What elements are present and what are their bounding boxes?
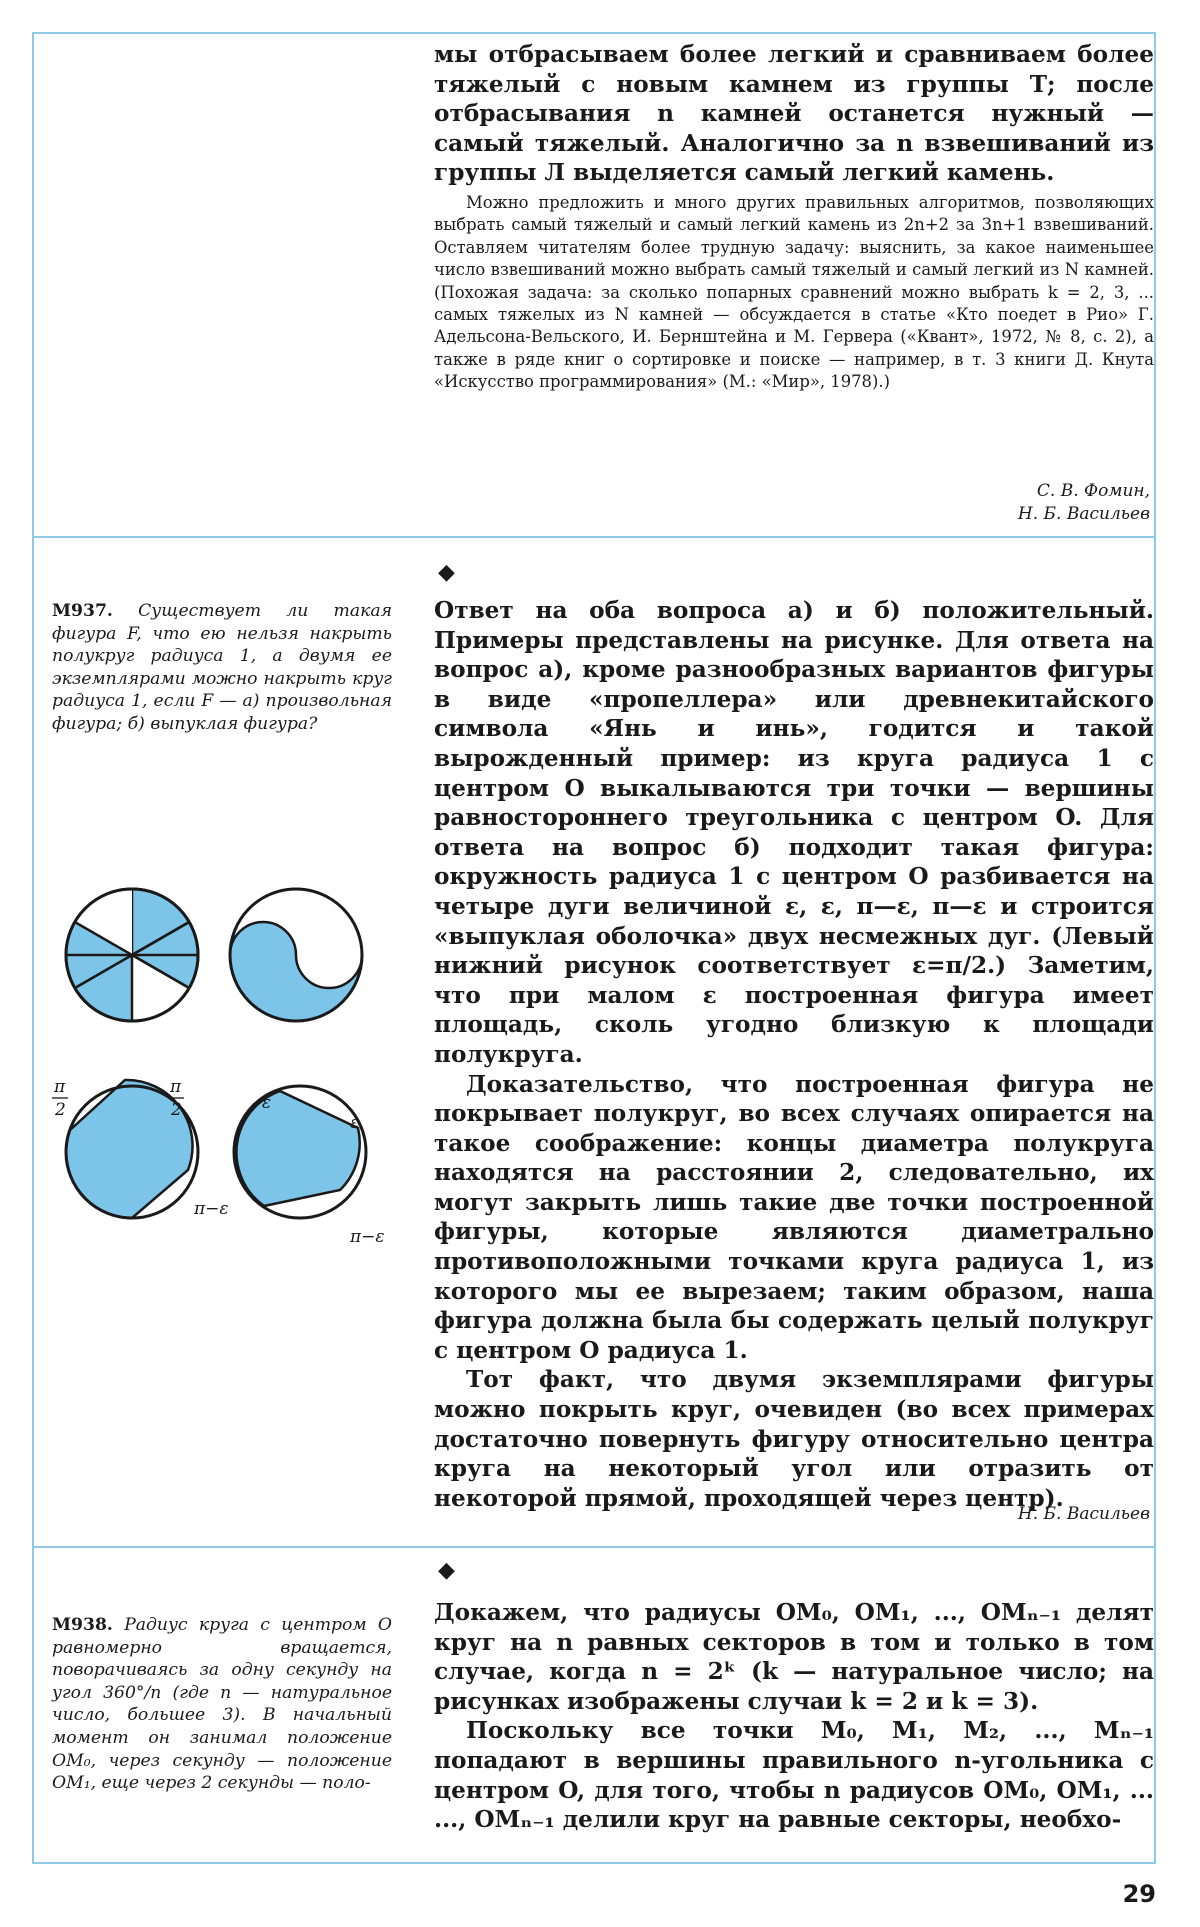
label-two-right: 2 <box>171 1100 182 1120</box>
m937-solution-p3: Тот факт, что двумя экземплярами фигуры можно покрыть круг, очевиден (во всех примерах достаточно повернуть фигуру относительно центра круга на некоторый угол или отразить от некоторой прямой, проходящей через центр). <box>434 1366 1154 1512</box>
section-divider-2 <box>34 1546 1154 1548</box>
label-pi-left: π <box>54 1077 66 1097</box>
label-pi-minus-eps-right: π−ε <box>350 1227 385 1247</box>
author-line: Н. Б. Васильев <box>1017 1504 1150 1524</box>
label-eps-right: ε <box>350 1113 360 1133</box>
problem-number: М938. <box>52 1615 113 1635</box>
problem-text: Радиус круга с центром O равномерно вращается, поворачиваясь за одну секунду на угол 360°/n (где n — натуральное число, большее 3). В начальный момент он занимал положение OM₀, через секунду — положение OM₁, еще через 2 секунды — поло- <box>52 1615 392 1794</box>
m938-solution-p2: Поскольку все точки M₀, M₁, M₂, ..., Mₙ₋₁ попадают в вершины правильного n-угольника с центром O, для того, чтобы n радиусов OM₀, OM₁, ... ..., OMₙ₋₁ делили круг на равные секторы, необхо- <box>434 1717 1154 1834</box>
label-eps-left: ε <box>262 1093 272 1113</box>
m938-solution-p1: Докажем, что радиусы OM₀, OM₁, ..., OMₙ₋₁ делят круг на n равных секторов в том и только в том случае, когда n = 2ᵏ (k — натуральное число; на рисунках изображены случаи k = 2 и k = 3). <box>434 1599 1154 1715</box>
label-pi-right: π <box>170 1077 182 1097</box>
m938-solution <box>434 1598 1154 1835</box>
m937-solution-p2: Доказательство, что построенная фигура не покрывает полукруг, во всех случаях опирается на такое соображение: концы диаметра полукруга находятся на расстоянии 2, следовательно, их могут закрыть лишь такие две точки построенной фигуры, которые являются диаметрально противоположными точками круга радиуса 1, из которого мы ее вырезаем; таким образом, наша фигура должна была бы содержать целый полукруг с центром O радиуса 1. <box>434 1070 1154 1364</box>
label-pi-minus-eps-left: π−ε <box>194 1199 229 1219</box>
propeller-figure <box>66 889 198 1021</box>
author-line-1: С. В. Фомин, <box>1036 481 1150 501</box>
m937-solution-p1: Ответ на оба вопроса а) и б) положительный. Примеры представлены на рисунке. Для ответа на вопрос а), кроме разнообразных вариантов фигуры в виде «пропеллера» или древнекитайского символа «Янь и инь», годится и такой вырожденный пример: из круга радиуса 1 с центром O выкалываются три точки — вершины равностороннего треугольника с центром O. Для ответа на вопрос б) подходит такая фигура: окружность радиуса 1 с центром O разбивается на четыре дуги величиной ε, ε, π—ε, π—ε и строится «выпуклая оболочка» двух несмежных дуг. (Левый нижний рисунок соответствует ε=π/2.) Заметим, что при малом ε построенная фигура имеет площадь, сколь угодно близкую к площади полукруга. <box>434 597 1154 1068</box>
author-block-1 <box>1018 480 1150 526</box>
continuation-text: мы отбрасываем более легкий и сравниваем более тяжелый с новым камнем из группы Т; после отбрасывания n камней останется нужный — самый тяжелый. Аналогично за n взвешиваний из группы Л выделяется самый легкий камень. <box>434 41 1154 187</box>
author-block-2 <box>1018 1503 1150 1526</box>
convex-figure-eps <box>234 1086 366 1218</box>
label-two-left: 2 <box>55 1100 66 1120</box>
diamond-marker-1: ◆ <box>438 560 455 585</box>
diamond-marker-2: ◆ <box>438 1558 455 1583</box>
problem-m938-statement <box>52 1614 392 1795</box>
section-divider-1 <box>34 536 1154 538</box>
problem-m937-statement <box>52 600 392 736</box>
page-number: 29 <box>1122 1880 1156 1908</box>
problem-text: Существует ли такая фигура F, что ею нельзя накрыть полукруг радиуса 1, а двумя ее экземплярами можно накрыть круг радиуса 1, если F — а) произвольная фигура; б) выпуклая фигура? <box>52 601 392 734</box>
author-line-2: Н. Б. Васильев <box>1017 504 1150 524</box>
problem-number: М937. <box>52 601 113 621</box>
m937-solution <box>434 596 1154 1513</box>
continuation-paragraph <box>434 40 1154 188</box>
note-paragraph: Можно предложить и много других правильных алгоритмов, позволяющих выбрать самый тяжелый и самый легкий камень из 2n+2 за 3n+1 взвешиваний. Оставляем читателям более трудную задачу: выяснить, за какое наименьшее число взвешиваний можно выбрать самый тяжелый и самый легкий из N камней. (Похожая задача: за сколько попарных сравнений можно выбрать k = 2, 3, ... самых тяжелых из N камней — обсуждается в статье «Кто поедет в Рио» Г. Адельсона-Вельского, И. Бернштейна и М. Гервера («Квант», 1972, № 8, с. 2), а также в ряде книг о сортировке и поиске — например, в т. 3 книги Д. Кнута «Искусство программирования» (М.: «Мир», 1978).) <box>434 193 1154 392</box>
m937-figures <box>40 880 400 1320</box>
yin-yang-figure <box>230 889 362 1021</box>
